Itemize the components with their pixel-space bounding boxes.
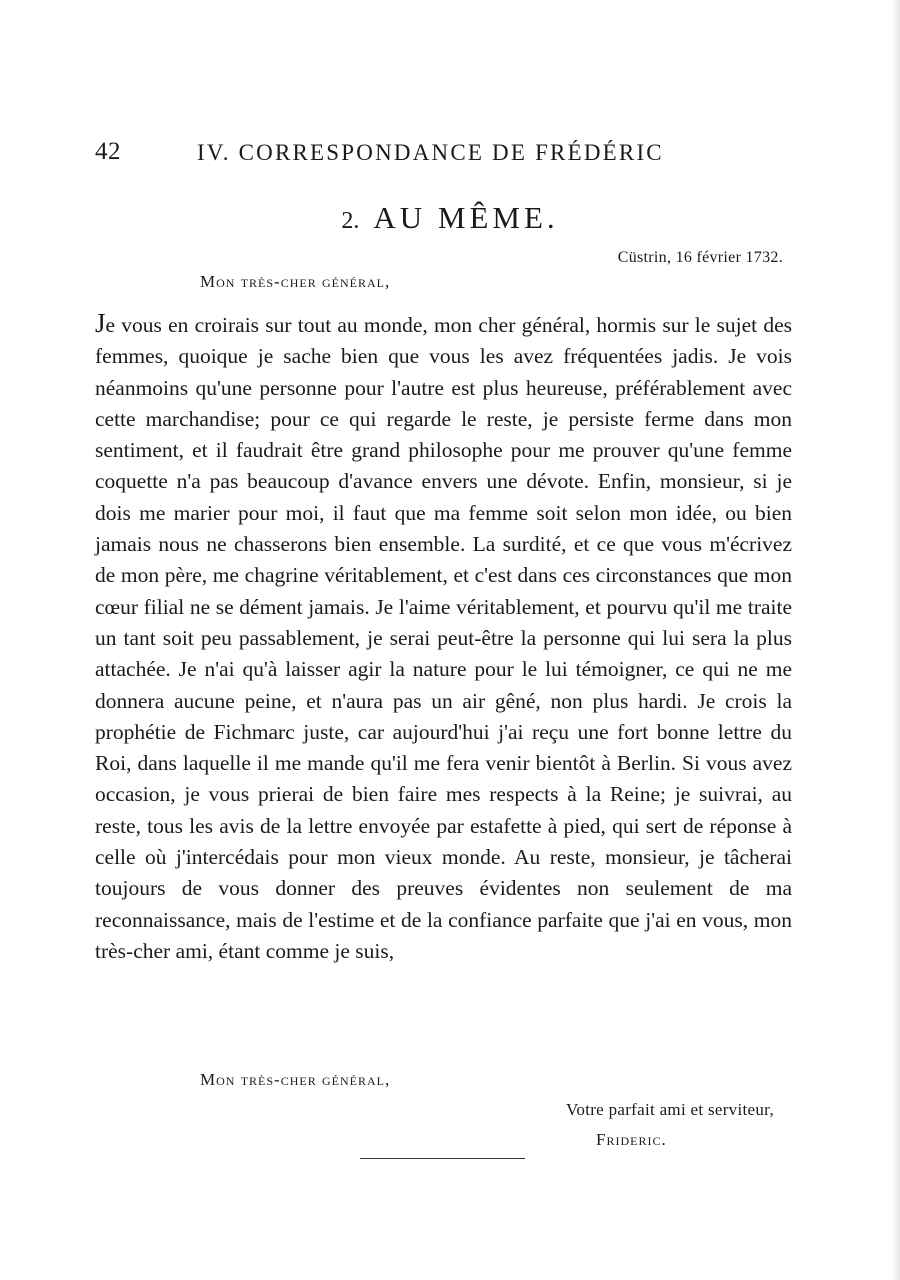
letter-salutation: Mon très-cher général, xyxy=(200,272,391,291)
section-title: AU MÊME. xyxy=(373,200,559,235)
end-rule xyxy=(360,1158,525,1159)
page-number: 42 xyxy=(95,138,121,165)
running-header xyxy=(0,138,900,170)
section-number: 2. xyxy=(341,208,360,234)
letter-body: Je vous en croirais sur tout au monde, mon cher général, hormis sur le sujet des femmes, quoique je sache bien que vous les avez fréquentées jadis. Je vois néanmoins qu'une personne pour l'autre est plus heureuse, préférablement avec cette marchandise; pour ce qui regarde le reste, je persiste ferme dans mon sentiment, et il faudrait être grand philosophe pour me prouver qu'une femme coquette n'a pas beaucoup d'avance envers une dévote. Enfin, monsieur, si je dois me marier pour moi, il faut que ma femme soit selon mon idée, ou bien jamais nous ne chasserons bien ensemble. La surdité, et ce que vous m'écrivez de mon père, me chagrine véritablement, et c'est dans ces circonstances que mon cœur filial ne se dément jamais. Je l'aime véritablement, et pourvu qu'il me traite un tant soit peu passablement, je serai peut-être la personne qui lui sera la plus attachée. Je n'ai qu'à laisser agir la nature pour le lui témoigner, ce qui ne me donnera aucune peine, et n'aura pas un air gêné, non plus hardi. Je crois la prophétie de Fichmarc juste, car aujourd'hui j'ai reçu une fort bonne lettre du Roi, dans laquelle il me mande qu'il me fera venir bientôt à Berlin. Si vous avez occasion, je vous prierai de bien faire mes respects à la Reine; je suivrai, au reste, tous les avis de la lettre envoyée par estafette à pied, qui sert de réponse à celle où j'intercédais pour mon vieux monde. Au reste, monsieur, je tâcherai toujours de vous donner des preuves évidentes non seulement de ma reconnaissance, mais de l'estime et de la confiance parfaite que j'ai en vous, mon très-cher ami, étant comme je suis, xyxy=(95,308,792,963)
letter-closing: Votre parfait ami et serviteur, xyxy=(566,1100,774,1119)
scan-edge-shadow xyxy=(892,0,900,1280)
closing-salutation: Mon très-cher général, xyxy=(200,1070,391,1089)
running-head-title: IV. CORRESPONDANCE DE FRÉDÉRIC xyxy=(197,140,664,165)
letter-signature: Frideric. xyxy=(596,1130,667,1149)
letter-dateline: Cüstrin, 16 février 1732. xyxy=(617,249,783,266)
section-heading xyxy=(0,200,900,236)
